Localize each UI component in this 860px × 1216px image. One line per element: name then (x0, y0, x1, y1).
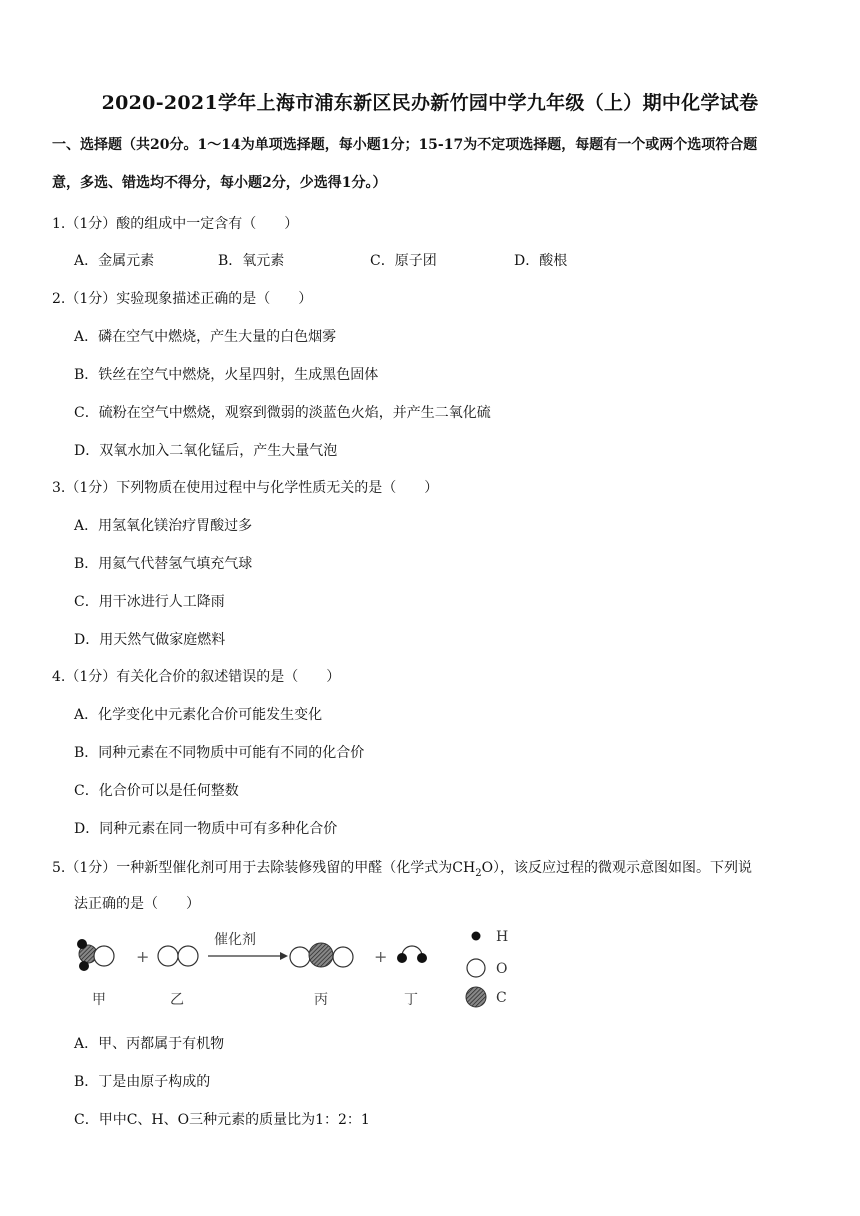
question-4-option-b: B．同种元素在不同物质中可能有不同的化合价 (74, 745, 365, 761)
question-5-stem (52, 857, 752, 879)
catalyst-label: 催化剂 (214, 932, 256, 948)
question-4-option-d: D．同种元素在同一物质中可有多种化合价 (74, 821, 338, 837)
question-1-option-a: A．金属元素 (74, 253, 155, 269)
question-5-stem-line2: 法正确的是（ ） (74, 896, 200, 912)
question-1-option-c: C．原子团 (370, 253, 437, 269)
question-5-stem-subscript: 2 (475, 867, 482, 879)
label-jia: 甲 (92, 992, 106, 1008)
question-5-option-a: A．甲、丙都属于有机物 (74, 1036, 225, 1052)
legend-h-label: H (496, 929, 509, 945)
question-2-option-c: C．硫粉在空气中燃烧，观察到微弱的淡蓝色火焰，并产生二氧化硫 (74, 405, 491, 421)
question-3-option-d: D．用天然气做家庭燃料 (74, 632, 226, 648)
reaction-arrowhead (280, 952, 288, 960)
label-bing: 丙 (314, 992, 328, 1008)
reaction-diagram-svg (74, 924, 534, 1008)
question-5-option-b: B．丁是由原子构成的 (74, 1074, 211, 1090)
question-2-option-b: B．铁丝在空气中燃烧，火星四射，生成黑色固体 (74, 367, 379, 383)
question-3-option-b: B．用氦气代替氢气填充气球 (74, 556, 253, 572)
label-yi: 乙 (170, 992, 184, 1008)
plus-2: + (374, 947, 388, 966)
legend-h-marker (472, 932, 481, 941)
section-heading (52, 126, 812, 202)
question-1-stem: 1.（1分）酸的组成中一定含有（ ） (52, 216, 299, 232)
section-heading-line1: 一、选择题（共20分。1～14为单项选择题，每小题1分；15-17为不定项选择题，每题有一个或两个选项符合题 (52, 137, 758, 153)
question-2-option-a: A．磷在空气中燃烧，产生大量的白色烟雾 (74, 329, 337, 345)
question-4-stem: 4.（1分）有关化合价的叙述错误的是（ ） (52, 669, 341, 685)
question-2-stem: 2.（1分）实验现象描述正确的是（ ） (52, 291, 313, 307)
question-2-option-d: D．双氧水加入二氧化锰后，产生大量气泡 (74, 443, 338, 459)
legend (466, 929, 508, 1007)
question-5-stem-part1: 5.（1分）一种新型催化剂可用于去除装修残留的甲醛（化学式为CH (52, 860, 476, 876)
molecule-ding (397, 946, 427, 963)
label-ding: 丁 (404, 992, 418, 1008)
question-5-stem-part2: O），该反应过程的微观示意图如图。下列说 (481, 860, 753, 876)
question-4-option-a: A．化学变化中元素化合价可能发生变化 (74, 707, 323, 723)
section-heading-line2: 意，多选、错选均不得分，每小题2分，少选得1分。） (52, 175, 387, 191)
molecule-jia (77, 939, 114, 971)
question-4-option-c: C．化合价可以是任何整数 (74, 783, 239, 799)
exam-title: 2020-2021学年上海市浦东新区民办新竹园中学九年级（上）期中化学试卷 (101, 92, 759, 114)
molecule-bing (290, 943, 353, 967)
question-3-option-a: A．用氢氧化镁治疗胃酸过多 (74, 518, 253, 534)
question-5-option-c: C．甲中C、H、O三种元素的质量比为1：2：1 (74, 1112, 370, 1128)
legend-c-label: C (496, 990, 507, 1006)
legend-c-marker (466, 987, 486, 1007)
reaction-diagram (74, 924, 534, 1012)
question-1-option-d: D．酸根 (514, 253, 568, 269)
question-3-stem: 3.（1分）下列物质在使用过程中与化学性质无关的是（ ） (52, 480, 439, 496)
question-3-option-c: C．用干冰进行人工降雨 (74, 594, 225, 610)
legend-o-label: O (496, 961, 508, 977)
plus-1: + (136, 947, 150, 966)
legend-o-marker (467, 959, 485, 977)
molecule-yi (158, 946, 198, 966)
question-1-option-b: B．氧元素 (218, 253, 285, 269)
